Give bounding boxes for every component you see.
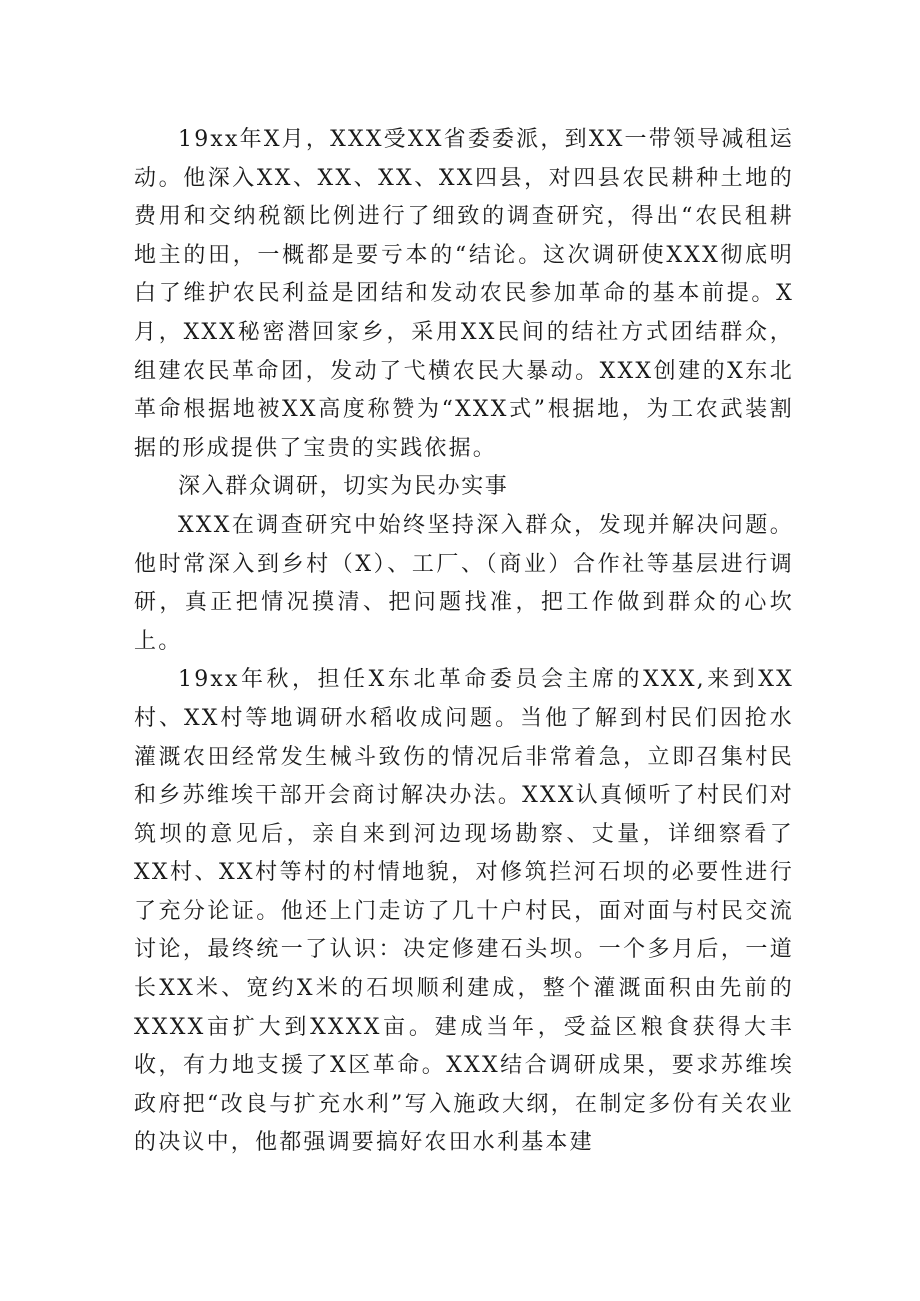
document-body <box>134 121 794 1163</box>
paragraph-3: 19xx年秋，担任X东北革命委员会主席的XXX,来到XX村、XX村等地调研水稻收成问题。当他了解到村民们因抢水灌溉农田经常发生械斗致伤的情况后非常着急，立即召集村民和乡苏维埃干部开会商讨解决办法。XXX认真倾听了村民们对筑坝的意见后，亲自来到河边现场勘察、丈量，详细察看了XX村、XX村等村的村情地貌，对修筑拦河石坝的必要性进行了充分论证。他还上门走访了几十户村民，面对面与村民交流讨论，最终统一了认识：决定修建石头坝。一个多月后，一道长XX米、宽约X米的石坝顺利建成，整个灌溉面积由先前的XXXX亩扩大到XXXX亩。建成当年，受益区粮食获得大丰收，有力地支援了X区革命。XXX结合调研成果，要求苏维埃政府把“改良与扩充水利”写入施政大纲，在制定多份有关农业的决议中，他都强调要搞好农田水利基本建 <box>134 667 794 1156</box>
paragraph-2: XXX在调查研究中始终坚持深入群众，发现并解决问题。他时常深入到乡村（X）、工厂、（商业）合作社等基层进行调研，真正把情况摸清、把问题找准，把工作做到群众的心坎上。 <box>134 512 794 654</box>
section-heading: 深入群众调研，切实为民办实事 <box>178 474 509 500</box>
paragraph-1: 19xx年X月，XXX受XX省委委派，到XX一带领导减租运动。他深入XX、XX、XX、XX四县，对四县农民耕种土地的费用和交纳税额比例进行了细致的调查研究，得出“农民租耕地主的田，一概都是要亏本的“结论。这次调研使XXX彻底明白了维护农民利益是团结和发动农民参加革命的基本前提。X月，XXX秘密潜回家乡，采用XX民间的结社方式团结群众，组建农民革命团，发动了弋横农民大暴动。XXX创建的X东北革命根据地被XX高度称赞为“XXX式”根据地，为工农武装割据的形成提供了宝贵的实践依据。 <box>134 127 794 461</box>
